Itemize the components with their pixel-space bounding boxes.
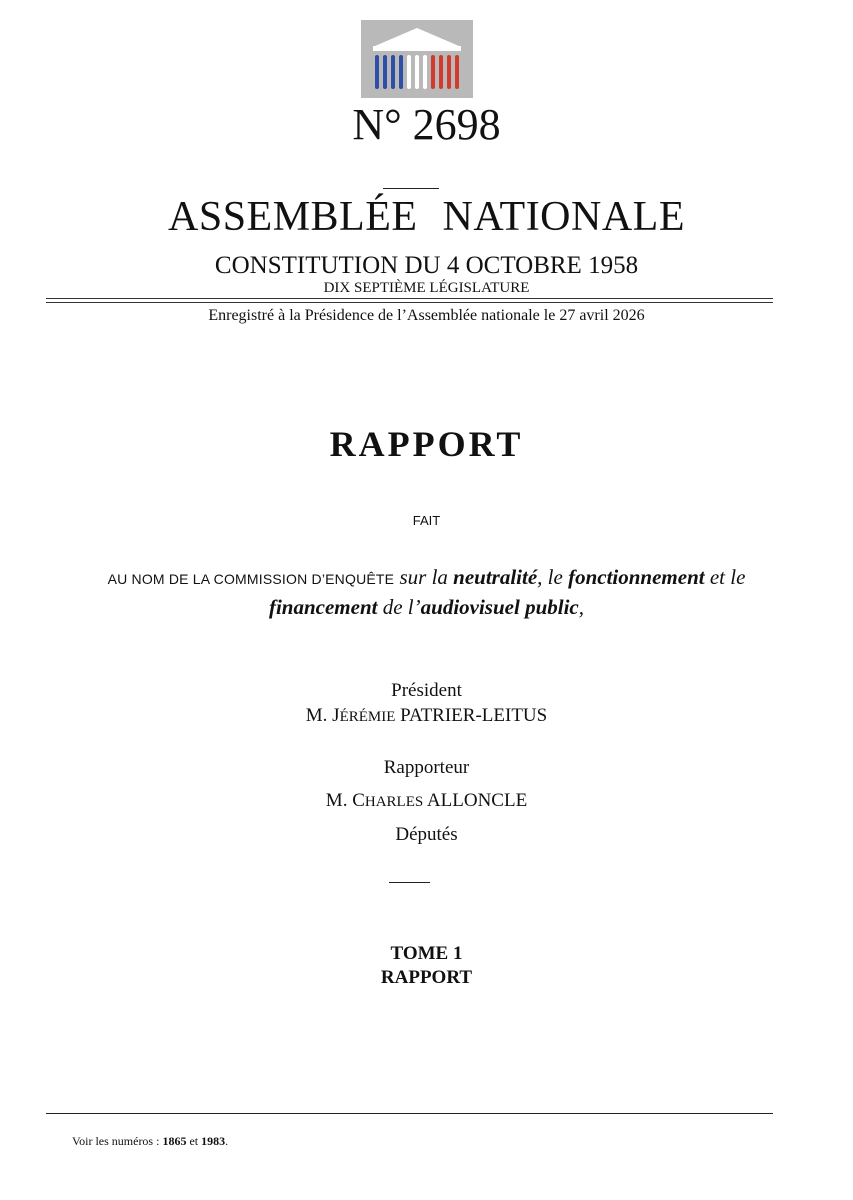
subject-keyword-fonctionnement: fonctionnement [568,565,705,589]
footnote-number-1: 1865 [162,1134,187,1148]
subject-keyword-audiovisuel: audiovisuel public [420,595,579,619]
tome-subtitle: RAPPORT [380,967,473,988]
header-double-divider [46,298,773,303]
subject-text-4: de l’ [382,595,421,619]
subject-text-3: et le [709,565,746,589]
registration-line: Enregistré à la Présidence de l’Assemblée nationale le 27 avril 2026 [208,307,645,324]
short-divider-top [383,188,439,189]
president-role: Président [391,680,462,701]
footnote-end: . [225,1134,229,1148]
commission-description [60,563,793,621]
footer-divider [46,1113,773,1114]
legislature-line: DIX SEPTIÈME LÉGISLATURE [323,280,530,296]
subject-text-5: , [578,595,584,619]
assembly-title: ASSEMBLÉE NATIONALE [168,194,685,240]
rapporteur-name [0,789,853,814]
rapporteur-role: Rapporteur [383,757,470,778]
rapporteur-initial: M. C [325,790,365,811]
president-first-name-smallcaps: ÉRÉMIE [339,709,396,725]
president-surname: PATRIER-LEITUS [400,705,548,726]
subject-text-2: , le [537,565,563,589]
rapporteur-surname: ALLONCLE [426,790,528,811]
constitution-line: CONSTITUTION DU 4 OCTOBRE 1958 [214,252,639,279]
president-name [0,704,853,729]
document-number: N° 2698 [352,100,501,149]
footnote-prefix: Voir les numéros : [72,1134,160,1148]
short-divider-middle [389,882,430,883]
footnote [72,1133,228,1149]
subject-keyword-neutralite: neutralité [453,565,538,589]
tome-label: TOME 1 [390,943,463,964]
footnote-number-2: 1983 [201,1134,226,1148]
deputes-label: Députés [395,824,458,845]
fait-label: FAIT [412,513,441,528]
subject-keyword-financement: financement [268,595,378,619]
assemblee-nationale-logo-icon [361,20,473,98]
commission-prefix: AU NOM DE LA COMMISSION D’ENQUÊTE [107,571,395,587]
report-title: RAPPORT [329,424,524,464]
footnote-and: et [189,1134,199,1148]
rapporteur-first-name-smallcaps: HARLES [364,794,424,810]
president-initial: M. J [305,705,340,726]
subject-text-1: sur la [399,565,448,589]
